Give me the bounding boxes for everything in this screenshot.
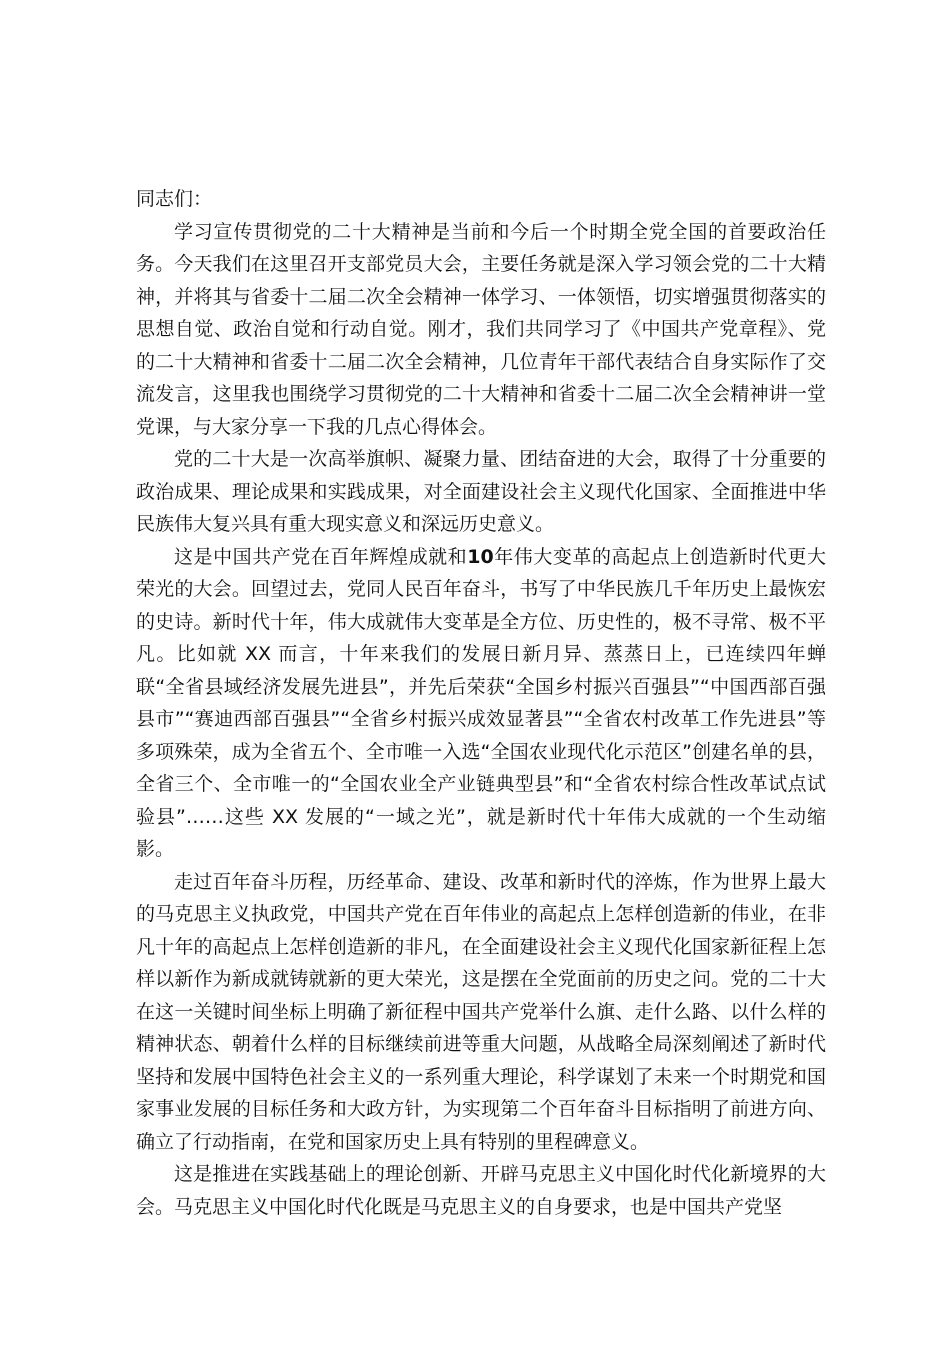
paragraph-text-start: 这是中国共产党在百年辉煌成就和 — [174, 545, 468, 568]
paragraph-congress-significance: 党的二十大是一次高举旗帜、凝聚力量、团结奋进的大会，取得了十分重要的政治成果、理论成果和实践成果，对全面建设社会主义现代化国家、全面推进中华民族伟大复兴具有重大现实意义和深远历史意义。 — [136, 448, 826, 535]
paragraph-text-rest: 年伟大变革的高起点上创造新时代更大荣光的大会。回望过去，党同人民百年奋斗，书写了中华民族几千年历史上最恢宏的史诗。新时代十年，伟大成就伟大变革是全方位、历史性的，极不寻常、极不平凡。比如就 XX 而言，十年来我们的发展日新月异、蒸蒸日上，已连续四年蝉联“全省县域经济发展先进县”，并先后荣获“全国乡村振兴百强县”“中国西部百强县市”“赛迪西部百强县”“全省乡村振兴成效显著县”“全省农村改革工作先进县”等多项殊荣，成为全省五个、全市唯一入选“全国农业现代化示范区”创建名单的县，全省三个、全市唯一的“全国农业全产业链典型县”和“全省农村综合性改革试点试验县”……这些 XX 发展的“一域之光”，就是新时代十年伟大成就的一个生动缩影。 — [136, 545, 826, 860]
paragraph-new-era-achievements — [136, 541, 826, 866]
years-number: 10 — [467, 545, 494, 568]
paragraph-intro: 学习宣传贯彻党的二十大精神是当前和今后一个时期全党全国的首要政治任务。今天我们在这里召开支部党员大会，主要任务就是深入学习领会党的二十大精神，并将其与省委十二届二次全会精神一体学习、一体领悟，切实增强贯彻落实的思想自觉、政治自觉和行动自觉。刚才，我们共同学习了《中国共产党章程》、党的二十大精神和省委十二届二次全会精神，几位青年干部代表结合自身实际作了交流发言，这里我也围绕学习贯彻党的二十大精神和省委十二届二次全会精神讲一堂党课，与大家分享一下我的几点心得体会。 — [136, 220, 826, 438]
paragraph-historic-question: 走过百年奋斗历程，历经革命、建设、改革和新时代的淬炼，作为世界上最大的马克思主义执政党，中国共产党在百年伟业的高起点上怎样创造新的伟业，在非凡十年的高起点上怎样创造新的非凡，在全面建设社会主义现代化国家新征程上怎样以新作为新成就铸就新的更大荣光，这是摆在全党面前的历史之问。党的二十大在这一关键时间坐标上明确了新征程中国共产党举什么旗、走什么路、以什么样的精神状态、朝着什么样的目标继续前进等重大问题，从战略全局深刻阐述了新时代坚持和发展中国特色社会主义的一系列重大理论，科学谋划了未来一个时期党和国家事业发展的目标任务和大政方针，为实现第二个百年奋斗目标指明了前进方向、确立了行动指南，在党和国家历史上具有特别的里程碑意义。 — [136, 870, 826, 1153]
paragraph-theoretical-innovation: 这是推进在实践基础上的理论创新、开辟马克思主义中国化时代化新境界的大会。马克思主义中国化时代化既是马克思主义的自身要求，也是中国共产党坚 — [136, 1163, 826, 1218]
salutation: 同志们： — [136, 188, 213, 210]
document-body — [136, 183, 826, 1223]
